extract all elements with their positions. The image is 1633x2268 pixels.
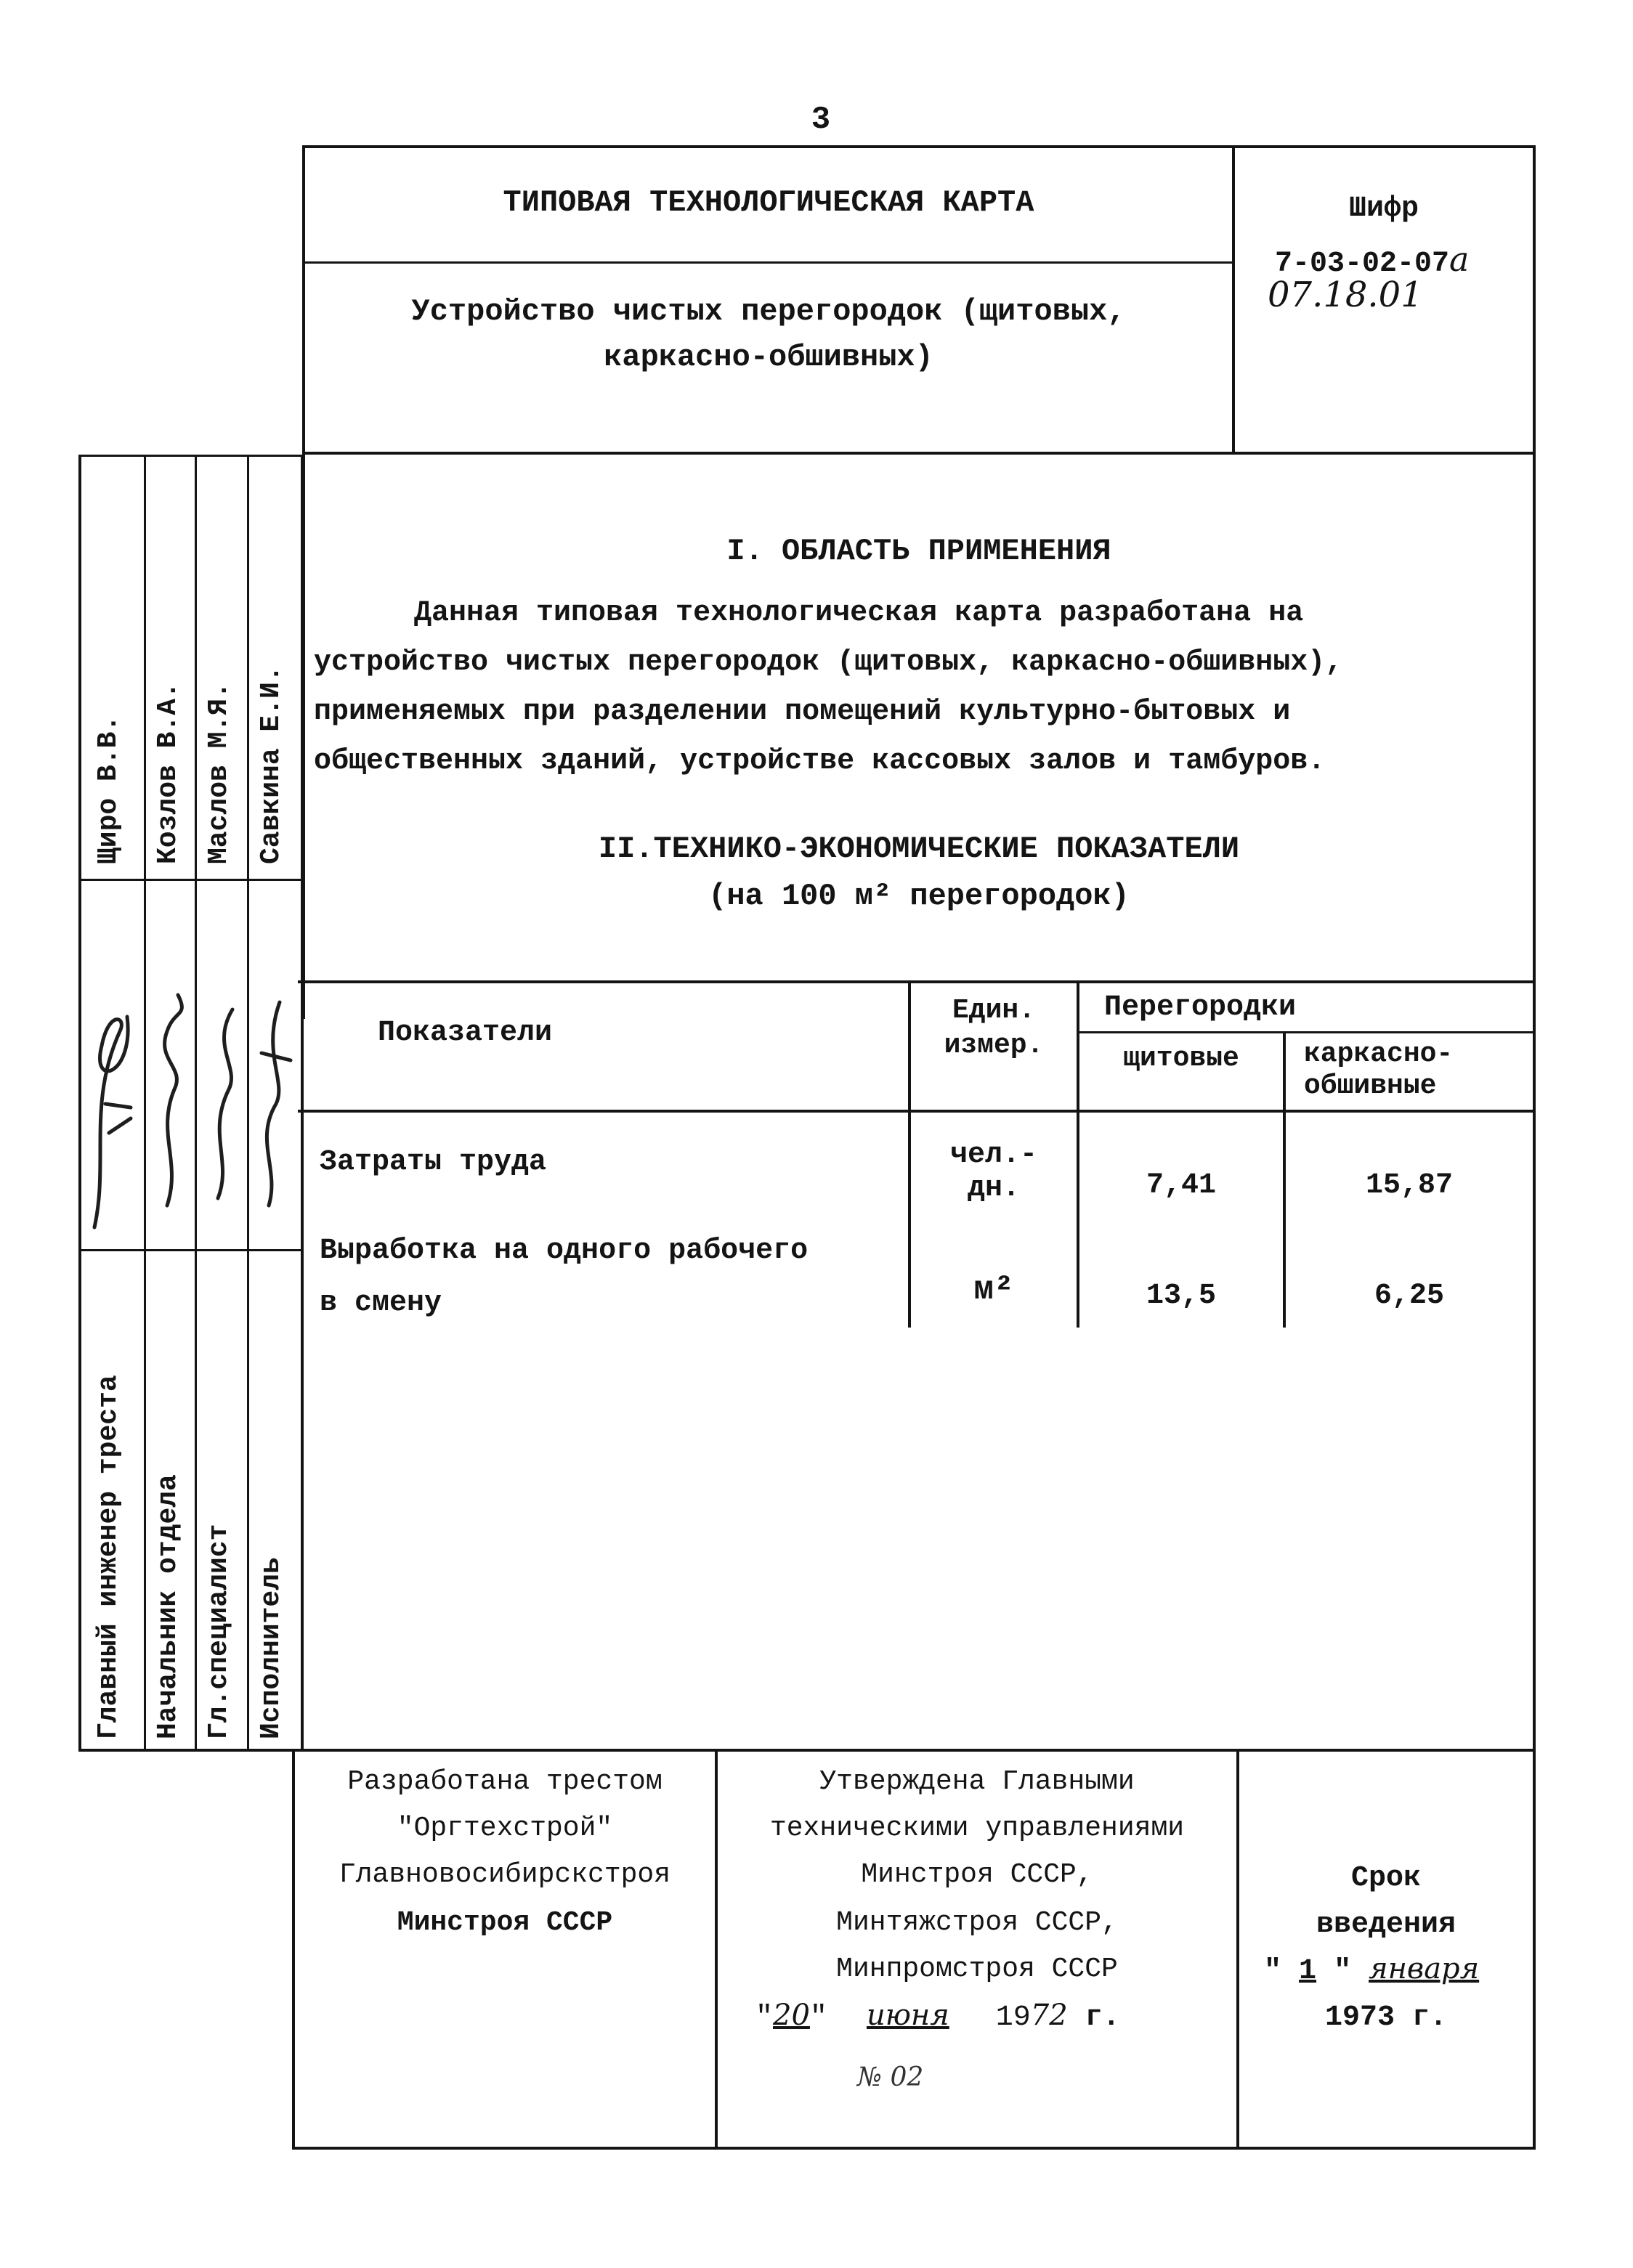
section1-line-1: Данная типовая технологическая карта разработана на bbox=[414, 597, 1304, 630]
table-header-group: Перегородки bbox=[1104, 991, 1297, 1024]
code-value: 7-03-02-07 bbox=[1275, 248, 1450, 280]
table-header-col-b-line1: каркасно- bbox=[1304, 1039, 1454, 1070]
page-number: 3 bbox=[811, 102, 831, 138]
code-handwritten: 07.18.01 bbox=[1268, 275, 1423, 315]
term-day: 1 bbox=[1299, 1955, 1317, 1988]
developed-line-2: "Оргтехстрой" bbox=[397, 1813, 613, 1844]
header-subtitle-line2: каркасно-обшивных) bbox=[604, 340, 933, 375]
table-header-col-b-line2: обшивные bbox=[1304, 1070, 1437, 1102]
signature-position-3: Гл.специалист bbox=[203, 1524, 235, 1739]
row1-unit-line2: дн. bbox=[967, 1172, 1020, 1205]
approved-line-3: Минстроя СССР, bbox=[861, 1859, 1093, 1890]
term-year: 1973 г. bbox=[1324, 2001, 1448, 2034]
approved-line-4: Минтяжстроя СССР, bbox=[836, 1907, 1118, 1938]
term-day-open: " bbox=[1264, 1955, 1282, 1988]
table-header-col-a: щитовые bbox=[1123, 1043, 1239, 1074]
term-date bbox=[1264, 1952, 1479, 1988]
approved-number: № 02 bbox=[857, 2062, 924, 2092]
table-header-unit-line2: измер. bbox=[944, 1030, 1044, 1061]
section1-heading: I. ОБЛАСТЬ ПРИМЕНЕНИЯ bbox=[726, 534, 1111, 569]
approved-line-2: техническими управлениями bbox=[769, 1813, 1185, 1844]
signature-position-4: Исполнитель bbox=[256, 1557, 287, 1739]
approved-month: июня bbox=[866, 1999, 949, 2032]
approved-date-open: " bbox=[755, 2001, 774, 2034]
developed-line-1: Разработана трестом bbox=[347, 1766, 662, 1797]
developed-line-3: Главновосибирскстроя bbox=[339, 1859, 671, 1890]
row2-unit: м² bbox=[973, 1271, 1014, 1309]
signature-position-1: Главный инженер треста bbox=[93, 1375, 124, 1739]
signature-name-2: Козлов В.А. bbox=[153, 682, 184, 864]
signature-name-3: Маслов М.Я. bbox=[203, 682, 235, 864]
term-day-close: " bbox=[1334, 1955, 1352, 1988]
code-suffix: а bbox=[1449, 240, 1470, 279]
signature-name-4: Савкина Е.И. bbox=[256, 665, 287, 864]
approved-year-hand: 72 bbox=[1030, 1999, 1068, 2032]
approved-date bbox=[755, 1999, 1120, 2034]
header-title: ТИПОВАЯ ТЕХНОЛОГИЧЕСКАЯ КАРТА bbox=[503, 185, 1034, 220]
table-header-indicator: Показатели bbox=[378, 1017, 553, 1049]
approved-line-1: Утверждена Главными bbox=[819, 1766, 1135, 1797]
table-header-unit-line1: Един. bbox=[952, 995, 1036, 1026]
row1-unit-line1: чел.- bbox=[949, 1139, 1038, 1171]
approved-day: 20 bbox=[773, 1999, 810, 2032]
row1-value-a: 7,41 bbox=[1146, 1169, 1216, 1202]
section2-heading: II.ТЕХНИКО-ЭКОНОМИЧЕСКИЕ ПОКАЗАТЕЛИ bbox=[598, 832, 1240, 866]
section2-subheading: (на 100 м² перегородок) bbox=[708, 879, 1130, 914]
approved-year-suffix: г. bbox=[1085, 2001, 1120, 2034]
signature-name-1: Щиро В.В. bbox=[93, 715, 124, 864]
term-month: января bbox=[1369, 1952, 1480, 1985]
approved-line-5: Минпромстроя СССР bbox=[836, 1954, 1118, 1985]
row2-value-a: 13,5 bbox=[1146, 1280, 1216, 1312]
row2-value-b: 6,25 bbox=[1374, 1280, 1444, 1312]
header-subtitle-line1: Устройство чистых перегородок (щитовых, bbox=[411, 294, 1126, 329]
term-line-1: Срок bbox=[1350, 1862, 1421, 1895]
approved-date-mid: " bbox=[809, 2001, 827, 2034]
approved-year-prefix: 19 bbox=[995, 2001, 1031, 2034]
section1-line-4: общественных зданий, устройстве кассовых залов и тамбуров. bbox=[314, 745, 1326, 778]
row2-name-line2: в смену bbox=[320, 1287, 442, 1320]
developed-line-4: Минстроя СССР bbox=[397, 1907, 613, 1938]
row1-name: Затраты труда bbox=[320, 1146, 547, 1179]
row2-name-line1: Выработка на одного рабочего bbox=[320, 1235, 809, 1267]
term-line-2: введения bbox=[1316, 1909, 1456, 1941]
section1-line-3: применяемых при разделении помещений культурно-бытовых и bbox=[314, 696, 1291, 728]
row1-value-b: 15,87 bbox=[1365, 1169, 1454, 1202]
section1-line-2: устройство чистых перегородок (щитовых, каркасно-обшивных), bbox=[314, 646, 1343, 679]
signature-position-2: Начальник отдела bbox=[153, 1474, 184, 1739]
code-label: Шифр bbox=[1348, 192, 1419, 225]
